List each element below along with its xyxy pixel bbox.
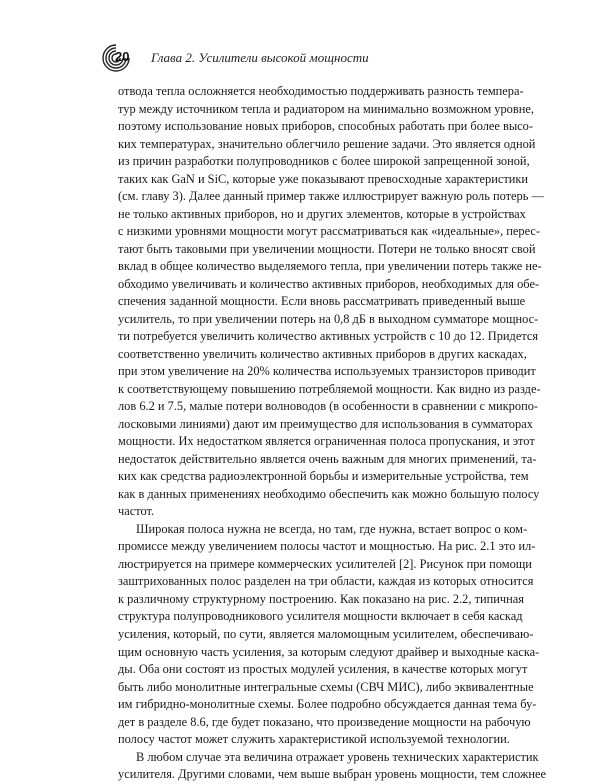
text-line: мощности. Их недостатком является ограниченная полоса пропускания, и этот bbox=[118, 434, 535, 449]
text-line: ти потребуется увеличить количество активных устройств с 10 до 12. Придется bbox=[118, 329, 539, 344]
body-text bbox=[118, 83, 547, 784]
text-line: к соответствующему повышению потребляемой мощности. Как видно из разде- bbox=[118, 381, 541, 396]
text-line: им гибридно-монолитные схемы. Более подробно обсуждается данная тема бу- bbox=[118, 697, 537, 712]
text-line: при этом увеличение на 20% количества используемых транзисторов приводит bbox=[118, 364, 536, 379]
text-line: недостаток действительно является очень важным для многих применений, та- bbox=[118, 451, 537, 466]
text-line: спечения заданной мощности. Если вновь рассматривать приведенный выше bbox=[118, 294, 526, 309]
text-line: Широкая полоса нужна не всегда, но там, где нужна, встает вопрос о ком- bbox=[136, 521, 528, 536]
text-line: полосу частот может служить характеристикой используемой технологии. bbox=[118, 732, 510, 747]
text-line: частот. bbox=[118, 504, 155, 519]
text-line: отвода тепла осложняется необходимостью поддерживать разность темпера- bbox=[118, 84, 524, 98]
text-line: лосковыми линиями) дают им преимущество для использования в сумматорах bbox=[118, 416, 533, 431]
text-line: ких как средства радиоэлектронной борьбы и измерительные устройства, тем bbox=[118, 469, 529, 484]
text-line: дет в разделе 8.6, где будет показано, что произведение мощности на рабочую bbox=[118, 714, 531, 729]
running-title: Глава 2. Усилители высокой мощности bbox=[151, 50, 369, 65]
text-line: щим основную часть усиления, за которым следуют драйвер и выходные каска- bbox=[118, 644, 540, 659]
text-line: люстрируется на примере коммерческих усилителей [2]. Рисунок при помощи bbox=[118, 556, 532, 571]
text-line: как в данных применениях необходимо обеспечить как можно большую полосу bbox=[118, 486, 540, 501]
text-line: тур между источником тепла и радиатором на минимально возможном уровне, bbox=[118, 101, 534, 116]
text-line: лов 6.2 и 7.5, малые потери волноводов (в особенности в сравнении с микропо- bbox=[118, 399, 539, 414]
text-line: заштрихованных полос разделен на три области, каждая из которых относится bbox=[118, 574, 534, 589]
text-line: к различному структурному построению. Как показано на рис. 2.2, типичная bbox=[118, 591, 524, 606]
text-line: усилитель, то при увеличении потерь на 0,8 дБ в выходном сумматоре мощнос- bbox=[118, 311, 539, 326]
text-line: с низкими уровнями мощности могут рассматриваться как «идеальные», перес- bbox=[118, 224, 541, 239]
page-number: 20 bbox=[115, 49, 130, 64]
text-line: структура полупроводникового усилителя мощности включает в себя каскад bbox=[118, 609, 523, 624]
text-line: не только активных приборов, но и других элементов, которые в устройствах bbox=[118, 206, 526, 221]
text-line: соответственно увеличить количество активных приборов в других каскадах, bbox=[118, 346, 527, 361]
text-line: усиления, который, по сути, является маломощным усилителем, обеспечиваю- bbox=[118, 626, 534, 641]
text-line: тают быть таковыми при увеличении мощности. Потери не только вносят свой bbox=[118, 241, 536, 256]
text-line: (см. главу 3). Далее данный пример также иллюстрирует важную роль потерь — bbox=[118, 189, 544, 204]
paragraph bbox=[118, 749, 547, 784]
text-line: быть либо монолитные интегральные схемы (СВЧ МИС), либо эквивалентные bbox=[118, 679, 534, 694]
text-line: поэтому использование новых приборов, способных работать при более высо- bbox=[118, 119, 534, 134]
text-line: ких температурах, значительно облегчило решение задачи. Это является одной bbox=[118, 136, 536, 151]
text-line: таких как GaN и SiC, которые уже показывают превосходные характеристики bbox=[118, 171, 529, 186]
text-line: усилителя. Другими словами, чем выше выбран уровень мощности, тем сложнее bbox=[118, 767, 547, 782]
text-line: В любом случае эта величина отражает уровень технических характеристик bbox=[136, 749, 539, 764]
text-line: вклад в общее количество выделяемого тепла, при увеличении потерь также не- bbox=[118, 259, 542, 274]
text-line: ды. Оба они состоят из простых модулей усиления, в качестве которых могут bbox=[118, 662, 528, 677]
paragraph bbox=[118, 521, 540, 749]
text-line: промиссе между увеличением полосы частот и мощностью. На рис. 2.1 это ил- bbox=[118, 539, 536, 554]
text-line: из причин разработки полупроводников с более широкой запрещенной зоной, bbox=[118, 154, 530, 169]
text-line: обходимо увеличивать и количество активных приборов, необходимых для обе- bbox=[118, 276, 540, 291]
paragraph bbox=[118, 83, 544, 521]
